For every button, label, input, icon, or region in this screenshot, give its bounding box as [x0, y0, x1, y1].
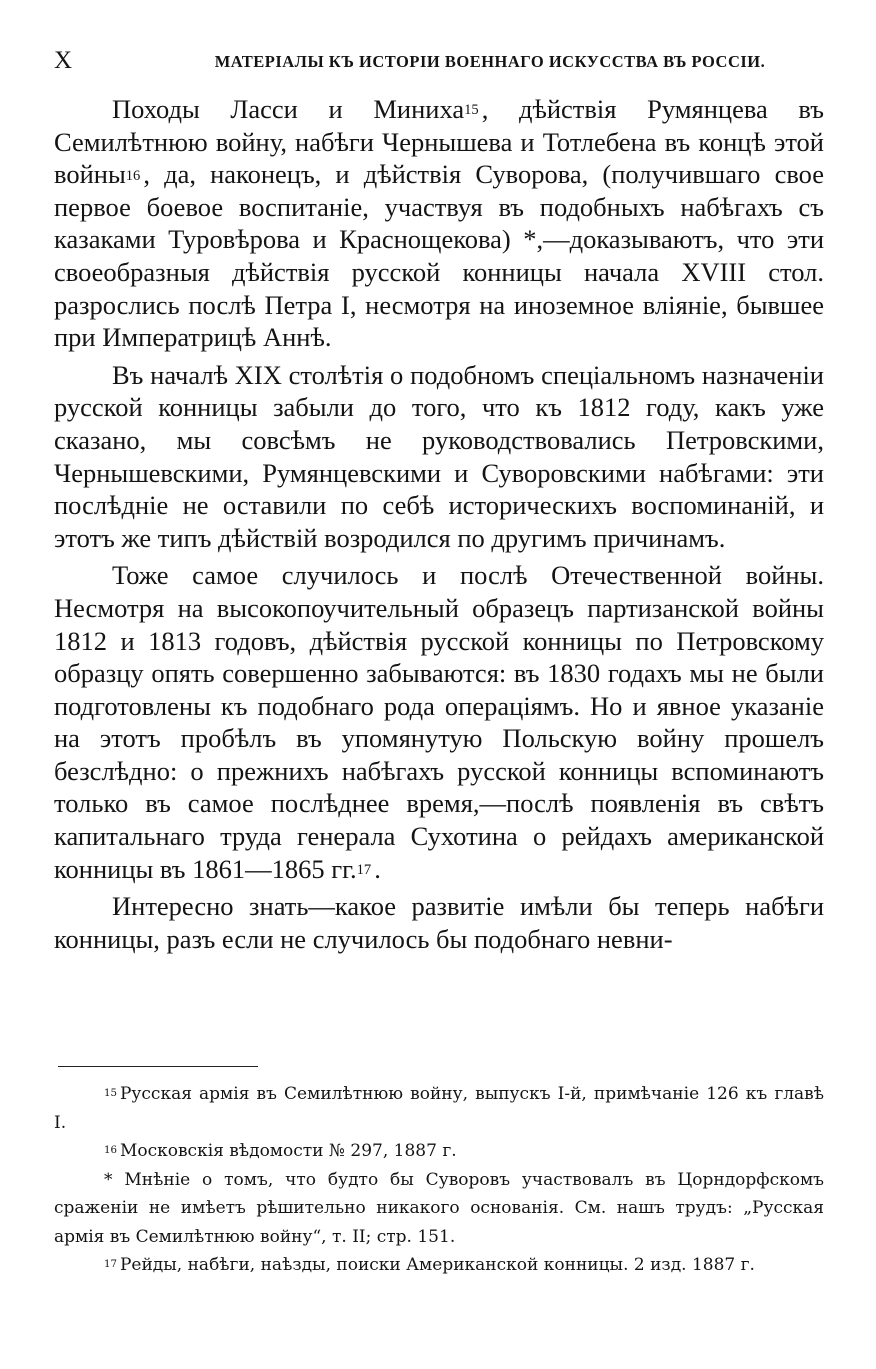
footnote-15 [54, 1080, 824, 1137]
footnote-17 [54, 1251, 824, 1280]
footnote-marker: 16 [104, 1145, 117, 1157]
footnote-marker: * [104, 1169, 113, 1190]
paragraph-1-text-b: , дѣйствія Румянцева въ Семилѣтнюю войну, набѣги Чернышева и Тотлебена въ концѣ этой войны [54, 94, 824, 190]
paragraph-1 [54, 93, 824, 354]
paragraph-1-text-a: Походы Ласси и Миниха [112, 94, 465, 124]
footnote-ref-15: 15 [464, 102, 479, 119]
footnote-ref-16: 16 [125, 167, 141, 184]
footnote-ref-17: 17 [356, 862, 372, 879]
footnote-asterisk [54, 1166, 824, 1252]
paragraph-3-text-b: . [374, 853, 381, 884]
footnote-marker: 15 [104, 1088, 117, 1100]
paragraph-3-text-a: Тоже самое случилось и послѣ Отечественной войны. Несмотря на высокопоучительный образецъ партизанской войны 1812 и 1813 годовъ, дѣйствія русской конницы по Петровскому образцу опять совершенно забываются: въ 1830 годахъ мы не были подготовлены къ подобнаго рода операціямъ. Но и явное указаніе на этотъ пробѣлъ въ упомянутую Польскую войну прошелъ безслѣдно: о прежнихъ набѣгахъ русской конницы вспоминаютъ только въ самое послѣднее время,—послѣ появленія въ свѣтъ капитальнаго труда генерала Сухотина о рейдахъ американской конницы въ 1861—1865 гг. [54, 560, 824, 884]
footnote-text: Московскія вѣдомости № 297, 1887 г. [119, 1141, 457, 1161]
footnote-16 [54, 1137, 824, 1166]
paragraph-1-text-c: , да, наконецъ, и дѣйствія Суворова, (получившаго свое первое боевое воспитаніе, участвуя въ подобныхъ набѣгахъ съ казаками Туровѣрова и Краснощекова) *,—доказываютъ, что эти своеобразныя дѣйствія русской конницы начала XVIII стол. разрослись послѣ Петра I, несмотря на иноземное вліяніе, бывшее при Императрицѣ Аннѣ. [54, 159, 824, 353]
paragraph-3 [54, 559, 824, 885]
page-number: X [54, 47, 73, 74]
footnote-text: Русская армія въ Семилѣтнюю войну, выпускъ I-й, примѣчаніе 126 къ главѣ I. [54, 1084, 824, 1133]
main-text [54, 93, 824, 955]
footnote-text: Рейды, набѣги, наѣзды, поиски Американской конницы. 2 изд. 1887 г. [119, 1255, 755, 1275]
footnote-marker: 17 [104, 1259, 117, 1271]
paragraph-2: Въ началѣ XIX столѣтія о подобномъ спеціальномъ назначеніи русской конницы забыли до того, что къ 1812 году, какъ уже сказано, мы совсѣмъ не руководствовались Петровскими, Чернышевскими, Румянцевскими и Суворовскими набѣгами: эти послѣдніе не оставили по себѣ историческихъ воспоминаній, и этотъ же типъ дѣйствій возродился по другимъ причинамъ. [54, 359, 824, 553]
footnote-text: Мнѣніе о томъ, что будто бы Суворовъ участвовалъ въ Цорндорфскомъ сраженіи не имѣетъ рѣшительно никакого основанія. См. нашъ трудъ: „Русская армія въ Семилѣтнюю войну“, т. II; стр. 151. [54, 1169, 824, 1247]
running-head: МАТЕРІАЛЫ КЪ ИСТОРІИ ВОЕННАГО ИСКУССТВА ВЪ РОССІИ. [214, 52, 766, 71]
footnote-divider [58, 1066, 258, 1067]
paragraph-4: Интересно знать—какое развитіе имѣли бы теперь набѣги конницы, разъ если не случилось бы подобнаго невни- [54, 891, 824, 954]
page-header [54, 46, 824, 78]
footnotes [54, 1080, 824, 1280]
